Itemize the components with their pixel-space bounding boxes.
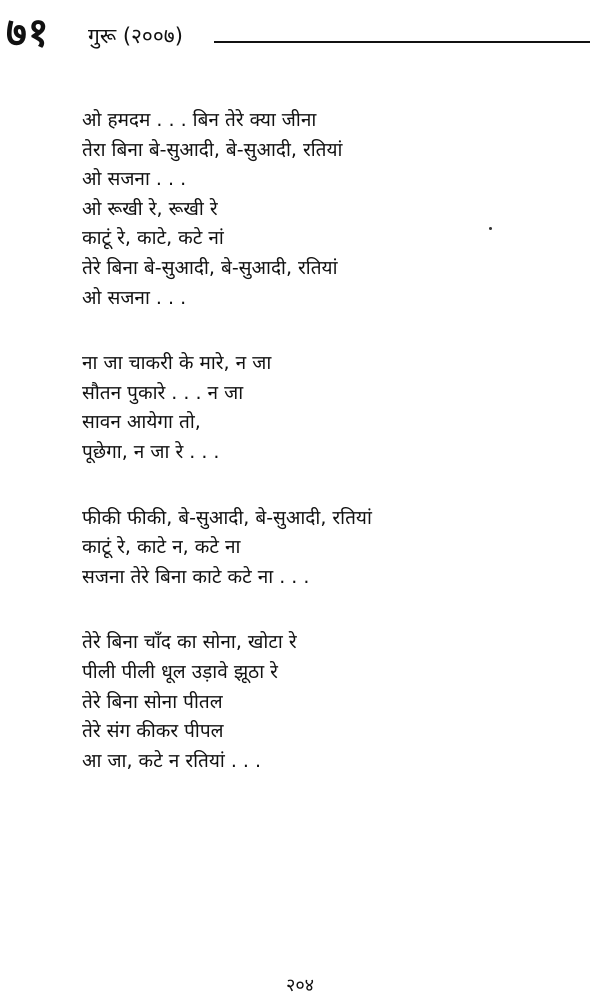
page-number: २०४ xyxy=(285,975,315,996)
lyric-line: ओ हमदम . . . बिन तेरे क्या जीना xyxy=(82,109,317,131)
lyric-line: तेरे बिना बे-सुआदी, बे-सुआदी, रतियां xyxy=(82,256,338,279)
lyrics-body xyxy=(82,106,582,812)
page-header xyxy=(6,8,594,58)
stanza-4 xyxy=(82,628,582,776)
lyric-line: ओ सजना . . . xyxy=(82,168,187,191)
lyric-line: सजना तेरे बिना काटे कटे ना . . . xyxy=(82,565,310,588)
lyric-line: पीली पीली धूल उड़ावे झूठा रे xyxy=(82,660,278,683)
lyric-line: पूछेगा, न जा रे . . . xyxy=(82,440,220,463)
lyric-line: तेरे बिना सोना पीतल xyxy=(82,690,223,713)
stanza-3 xyxy=(82,504,582,593)
song-title: गुरू (२००७) xyxy=(88,24,183,48)
lyric-line: सावन आयेगा तो, xyxy=(82,411,201,434)
header-rule xyxy=(214,41,590,43)
song-number: ७१ xyxy=(6,10,50,56)
lyric-line: ओ रूखी रे, रूखी रे xyxy=(82,197,218,220)
lyric-line: सौतन पुकारे . . . न जा xyxy=(82,381,244,404)
lyric-line: तेरे संग कीकर पीपल xyxy=(82,720,224,743)
lyric-line: फीकी फीकी, बे-सुआदी, बे-सुआदी, रतियां xyxy=(82,506,372,529)
lyric-line: तेरे बिना चाँद का सोना, खोटा रे xyxy=(82,631,297,654)
lyric-line: काटूं रे, काटे, कटे नां xyxy=(82,227,224,250)
lyric-line: आ जा, कटे न रतियां . . . xyxy=(82,749,262,772)
stanza-1 xyxy=(82,106,582,313)
print-speck xyxy=(489,227,492,230)
lyric-line: ना जा चाकरी के मारे, न जा xyxy=(82,352,272,375)
stanza-2 xyxy=(82,349,582,467)
lyric-line: तेरा बिना बे-सुआदी, बे-सुआदी, रतियां xyxy=(82,138,343,161)
lyric-line: काटूं रे, काटे न, कटे ना xyxy=(82,536,241,559)
lyric-line: ओ सजना . . . xyxy=(82,286,187,309)
